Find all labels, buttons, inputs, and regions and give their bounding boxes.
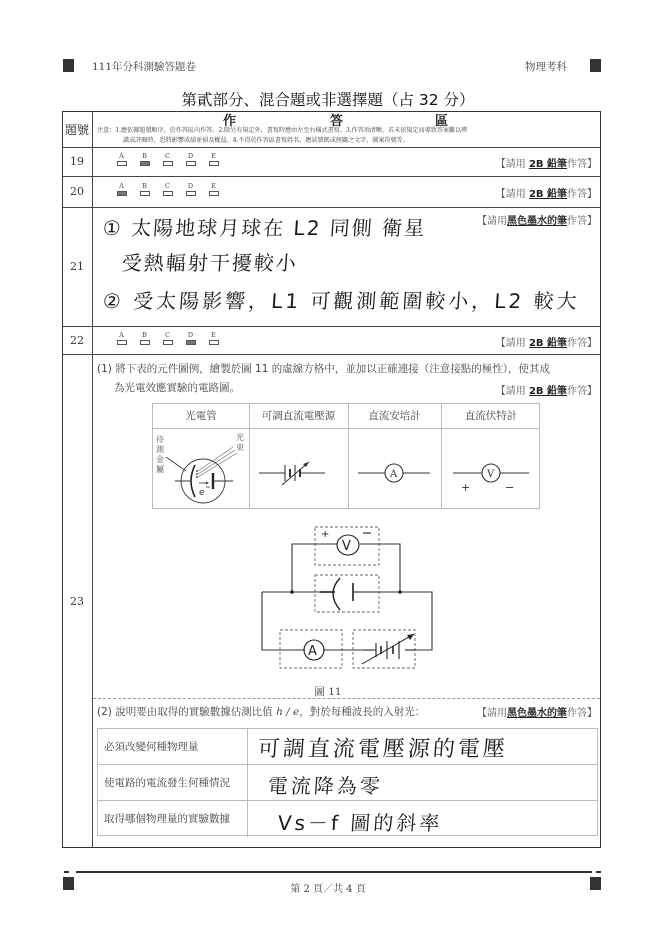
- row-label: 必須改變何種物理量: [98, 729, 248, 765]
- answer-bubbles-q19: [110, 153, 225, 166]
- zone-char: 答: [330, 114, 344, 129]
- row-answer: 可調直流電壓源的電壓: [256, 737, 509, 762]
- legend-header-phototube: 光電管: [185, 410, 217, 422]
- footer-rule: [76, 871, 592, 873]
- svg-text:A: A: [308, 644, 317, 659]
- bubble-c[interactable]: C: [156, 332, 179, 345]
- component-legend-table: [152, 403, 540, 509]
- page-number: 第 2 頁／共 4 頁: [290, 884, 366, 895]
- footer-mark: [596, 871, 601, 873]
- svg-text:V: V: [487, 469, 495, 480]
- ink-instruction: 【請用黑色墨水的筆作答】: [477, 216, 597, 227]
- q23-part2-prompt: (2) 說明要由取得的實驗數據估測比值 h / e，對於每種波長的入射光：: [97, 706, 426, 718]
- bubble-b[interactable]: B: [133, 332, 156, 345]
- row-divider: [62, 326, 601, 327]
- legend-header-ammeter: 直流安培計: [368, 410, 421, 422]
- row-answer: Vs－f 圖的斜率: [277, 811, 444, 835]
- ink-instruction: 【請用黑色墨水的筆作答】: [477, 708, 597, 719]
- bubble-a[interactable]: A: [110, 183, 133, 196]
- column-header-number: 題號: [64, 123, 89, 137]
- subject-title: 物理考科: [525, 61, 567, 73]
- question-number: 19: [70, 155, 84, 168]
- svg-text:+: +: [321, 529, 330, 540]
- svg-text:金: 金: [156, 455, 164, 464]
- legend-header-voltmeter: 直流伏特計: [464, 410, 518, 422]
- table-row: [98, 729, 597, 765]
- answer-bubbles-q22: [110, 332, 225, 345]
- notice-text: [97, 126, 599, 145]
- row-divider: [62, 207, 601, 208]
- voltmeter-icon: [441, 429, 541, 509]
- phototube-icon: [153, 429, 249, 509]
- bubble-a[interactable]: A: [110, 332, 133, 345]
- question-number: 22: [70, 334, 84, 347]
- notice-line-1: 注意：1.應依據題號順序，於作答區內作答。2.除另有規定外，書寫時應由左至右橫式書寫。3.作答須清晰，若未依規定而導致答案難以辨: [97, 127, 468, 134]
- table-row: [98, 801, 597, 837]
- handwritten-answer-line-3: ② 受太陽影響，L1 可觀測範圍較小，L2 較大: [102, 289, 581, 313]
- bubble-c[interactable]: C: [156, 183, 179, 196]
- svg-text:束: 束: [236, 443, 244, 452]
- pencil-instruction: 【請用 2B 鉛筆作答】: [495, 386, 597, 397]
- svg-text:+: +: [461, 481, 471, 494]
- notice-line-2: 識或評閱時，恐將影響成績並損及權益。4.不得於作答區書寫姓名、應試號碼或無關之文字、圖案符號等。: [123, 136, 409, 144]
- variable-dc-source-icon: [249, 429, 348, 509]
- pencil-instruction: 【請用 2B 鉛筆作答】: [495, 338, 597, 349]
- part-separator: [93, 698, 600, 699]
- bubble-c[interactable]: C: [156, 153, 179, 166]
- figure-caption: 圖 11: [314, 686, 342, 698]
- bubble-d[interactable]: D: [179, 332, 202, 345]
- zone-char: 區: [435, 114, 449, 129]
- bubble-e[interactable]: E: [202, 332, 225, 345]
- row-answer: 電流降為零: [267, 774, 384, 798]
- answer-bubbles-q20: [110, 183, 225, 196]
- bubble-a[interactable]: A: [110, 153, 133, 166]
- phototube-slot: [315, 575, 379, 612]
- bubble-d[interactable]: D: [179, 183, 202, 196]
- registration-mark-top-right: [590, 59, 601, 72]
- svg-text:光: 光: [236, 433, 244, 442]
- prompt-line-1: (1) 將下表的元件圖例，繪製於圖 11 的虛線方格中，並加以正確連接（注意接點的極性），使其成: [97, 363, 550, 375]
- svg-text:V: V: [342, 539, 351, 554]
- bubble-e[interactable]: E: [202, 153, 225, 166]
- zone-char: 作: [223, 114, 237, 129]
- section-title: 第貳部分、混合題或非選擇題（占 32 分）: [181, 91, 475, 109]
- row-divider: [62, 176, 601, 177]
- table-row: [98, 765, 597, 801]
- svg-text:e: e: [199, 488, 205, 498]
- circuit-diagram-figure-11: [255, 520, 445, 680]
- row-label: 取得哪個物理量的實驗數據: [98, 801, 248, 837]
- row-label: 使電路的電流發生何種情況: [98, 765, 248, 801]
- bubble-b[interactable]: B: [133, 153, 156, 166]
- question-number: 21: [70, 260, 84, 273]
- question-number: 20: [70, 185, 84, 198]
- registration-mark-top-left: [63, 59, 74, 72]
- svg-text:待: 待: [156, 435, 164, 444]
- pencil-instruction: 【請用 2B 鉛筆作答】: [495, 189, 597, 200]
- footer-mark: [64, 871, 69, 873]
- legend-header-power-supply: 可調直流電壓源: [261, 410, 336, 422]
- number-column-divider: [92, 111, 93, 848]
- bubble-e[interactable]: E: [202, 183, 225, 196]
- part2-answer-table: [97, 728, 598, 836]
- svg-text:測: 測: [156, 445, 164, 454]
- handwritten-answer-line-2: 受熱輻射干擾較小: [121, 251, 299, 275]
- bubble-b[interactable]: B: [133, 183, 156, 196]
- bubble-d[interactable]: D: [179, 153, 202, 166]
- row-divider: [62, 354, 601, 355]
- power-source-slot: [353, 630, 415, 668]
- exam-title: 111年分科測驗答題卷: [92, 61, 197, 73]
- pencil-instruction: 【請用 2B 鉛筆作答】: [495, 159, 597, 170]
- svg-text:−: −: [505, 481, 515, 494]
- prompt-line-2: 為光電效應實驗的電路圖。: [114, 382, 240, 394]
- question-number: 23: [70, 595, 84, 608]
- ammeter-icon: [348, 429, 441, 509]
- handwritten-answer-line-1: ① 太陽地球月球在 L2 同側 衛星: [102, 216, 427, 240]
- row-divider: [62, 147, 601, 148]
- svg-text:A: A: [390, 469, 398, 480]
- svg-text:屬: 屬: [156, 465, 164, 474]
